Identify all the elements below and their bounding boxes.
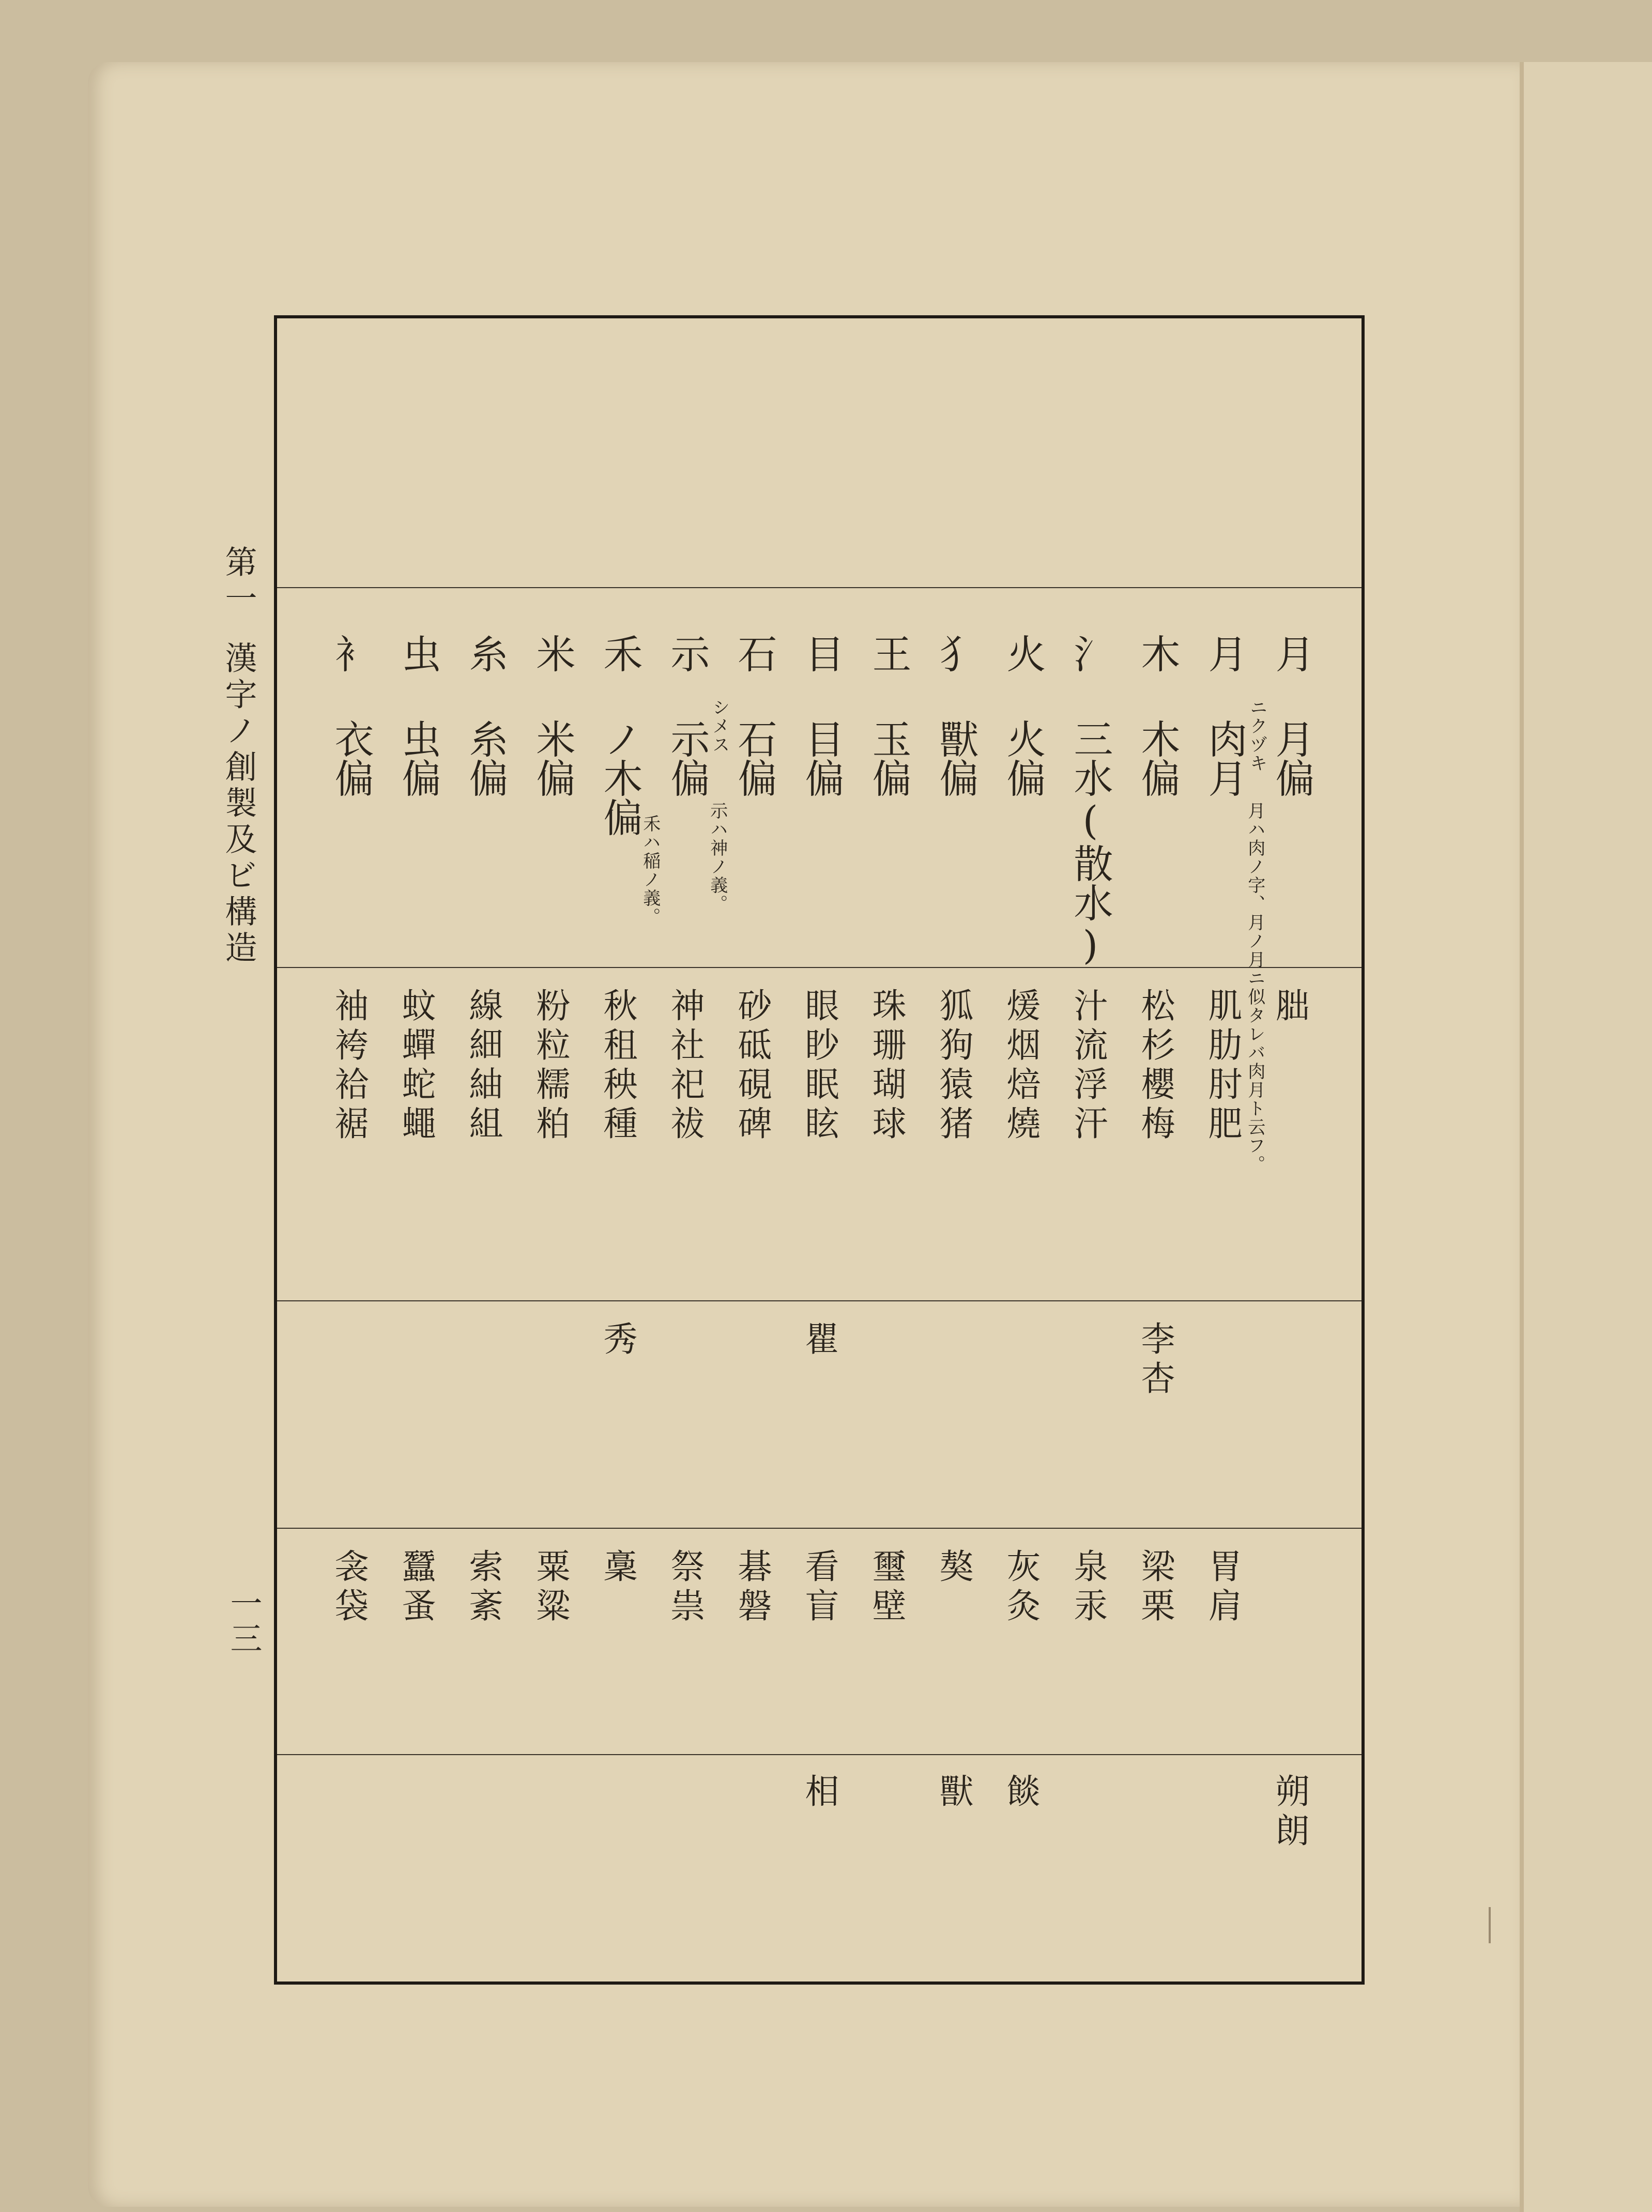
radical-table xyxy=(274,315,1365,1985)
example-chars-right: 秋租秧種 xyxy=(598,988,637,1145)
radical-name: ノ木偏 xyxy=(597,719,643,837)
right-page-edge xyxy=(1520,62,1652,2212)
example-chars-bottom: 粟粱 xyxy=(530,1548,570,1627)
radical-name: 火偏 xyxy=(1000,719,1046,797)
running-head xyxy=(220,545,257,967)
radical-glyph: 火 xyxy=(1000,634,1046,673)
radical-glyph: 氵 xyxy=(1067,634,1113,673)
example-chars-right: 蚊蟬蛇蠅 xyxy=(396,988,436,1145)
radical-glyph: 犭 xyxy=(933,634,979,673)
radical-name: 玉偏 xyxy=(866,719,912,797)
row-divider xyxy=(277,1528,1362,1529)
radical-name: 米偏 xyxy=(530,719,576,797)
example-chars-right: 汁流浮汗 xyxy=(1068,988,1108,1145)
example-chars-right: 砂砥硯碑 xyxy=(732,988,772,1145)
radical-glyph: 米 xyxy=(530,634,576,673)
example-chars-right: 煖烟焙燒 xyxy=(1001,988,1041,1145)
example-chars-bottom: 碁磐 xyxy=(732,1548,772,1627)
example-chars-bottom: 灰灸 xyxy=(1001,1548,1041,1627)
example-chars-bottom: 璽壁 xyxy=(866,1548,906,1627)
example-chars-right: 袖袴袷裾 xyxy=(329,988,369,1145)
radical-name: 月偏 xyxy=(1269,719,1315,797)
radical-name: 虫偏 xyxy=(395,719,441,797)
example-chars-right: 珠珊瑚球 xyxy=(866,988,906,1145)
pencil-mark xyxy=(1489,1907,1491,1943)
radical-name: 三水(散水) xyxy=(1067,719,1113,968)
row-divider xyxy=(277,967,1362,968)
radical-glyph: 月 xyxy=(1269,634,1315,673)
radical-name: 衣偏 xyxy=(328,719,374,797)
radical-name: 石偏 xyxy=(731,719,777,797)
chapter-title: 漢字ノ創製及ビ構造 xyxy=(220,641,257,967)
radical-name: 目偏 xyxy=(799,719,845,797)
example-chars-right: 神社祀祓 xyxy=(665,988,705,1145)
example-chars-right: 肌肋肘肥 xyxy=(1202,988,1242,1145)
radical-note: 示ハ神ノ義。 xyxy=(707,802,728,913)
radical-glyph: 石 xyxy=(731,634,777,673)
row-divider xyxy=(277,1754,1362,1755)
example-chars-right: 粉粒糯粕 xyxy=(530,988,570,1145)
radical-name: 糸偏 xyxy=(463,719,509,797)
radical-glyph: 示 xyxy=(664,634,710,673)
reading-ruby: ニクヅキ xyxy=(1246,698,1267,773)
radical-note: 月ハ肉ノ字、月ノ月ニ似タレバ肉月ト云フ。 xyxy=(1244,802,1265,1174)
page-number: 一三 xyxy=(225,1587,263,1657)
example-chars-other: 獸 xyxy=(934,1773,973,1812)
example-chars-bottom: 胃肩 xyxy=(1202,1548,1242,1627)
radical-glyph: 禾 xyxy=(597,634,643,673)
example-chars-other: 相 xyxy=(799,1773,839,1812)
example-chars-bottom: 索紊 xyxy=(463,1548,503,1627)
row-divider xyxy=(277,1300,1362,1301)
example-chars-right: 松杉櫻梅 xyxy=(1135,988,1175,1145)
radical-glyph: 月 xyxy=(1202,634,1248,673)
radical-name: 示偏 xyxy=(664,719,710,797)
example-chars-other: 朔朗 xyxy=(1269,1773,1309,1852)
chapter-label: 第一 xyxy=(220,545,257,618)
radical-glyph: 衤 xyxy=(328,634,374,673)
radical-glyph: 目 xyxy=(799,634,845,673)
radical-name: 獸偏 xyxy=(933,719,979,797)
radical-name: 木偏 xyxy=(1135,719,1181,797)
example-chars-bottom: 祭祟 xyxy=(665,1548,705,1627)
example-chars-right: 狐狗猿猪 xyxy=(934,988,973,1145)
example-chars-bottom: 衾袋 xyxy=(329,1548,369,1627)
reading-ruby: シメス xyxy=(709,698,730,754)
radical-glyph: 虫 xyxy=(395,634,441,673)
radical-glyph: 糸 xyxy=(463,634,509,673)
row-divider xyxy=(277,587,1362,588)
example-chars-bottom: 看盲 xyxy=(799,1548,839,1627)
example-chars-right: 眼眇眠眩 xyxy=(799,988,839,1145)
example-chars-top: 秀 xyxy=(598,1321,637,1360)
example-chars-bottom: 泉汞 xyxy=(1068,1548,1108,1627)
radical-note: 禾ハ稲ノ義。 xyxy=(639,815,661,926)
radical-name: 肉月 xyxy=(1202,719,1248,797)
example-chars-bottom: 獒 xyxy=(934,1548,973,1588)
radical-glyph: 木 xyxy=(1135,634,1181,673)
example-chars-bottom: 稾 xyxy=(598,1548,637,1588)
radical-glyph: 王 xyxy=(866,634,912,673)
example-chars-right: 胐 xyxy=(1269,988,1309,1027)
example-chars-bottom: 蠶蚤 xyxy=(396,1548,436,1627)
example-chars-top: 瞿 xyxy=(799,1321,839,1360)
example-chars-other: 餤 xyxy=(1001,1773,1041,1812)
example-chars-bottom: 梁栗 xyxy=(1135,1548,1175,1627)
example-chars-right: 線細紬組 xyxy=(463,988,503,1145)
example-chars-top: 李杏 xyxy=(1135,1321,1175,1400)
